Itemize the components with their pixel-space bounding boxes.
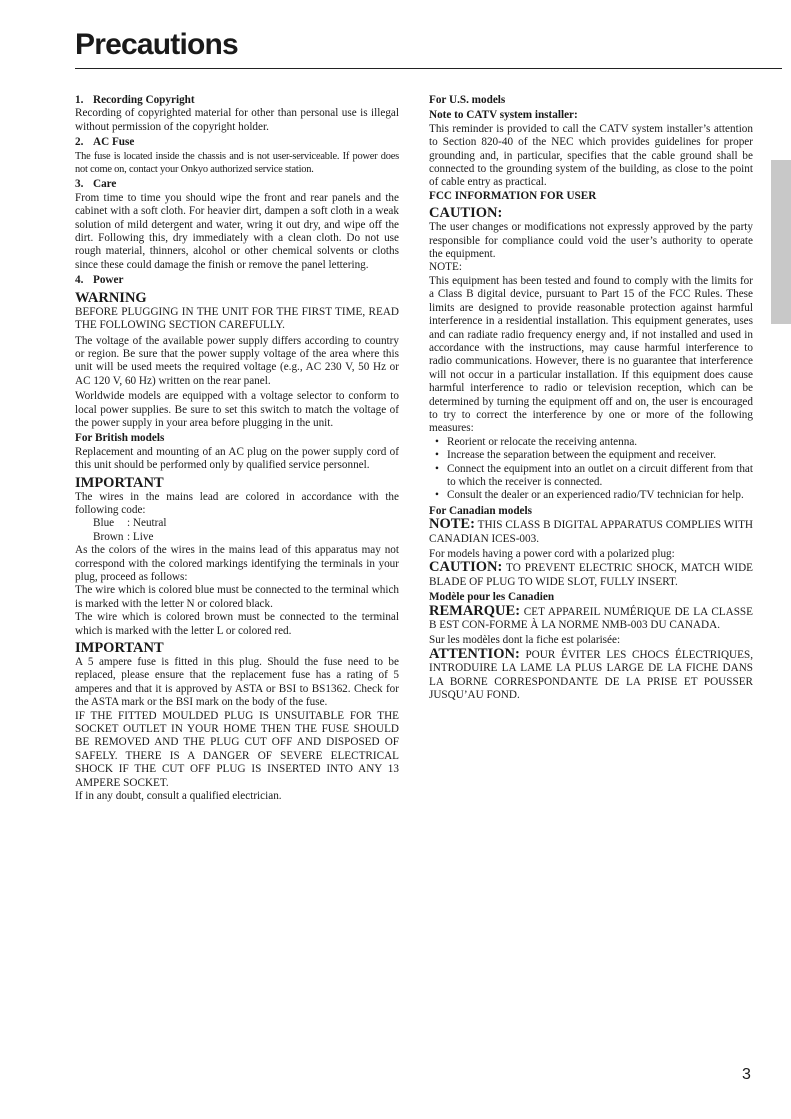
paragraph: BEFORE PLUGGING IN THE UNIT FOR THE FIRST TIME, READ THE FOLLOWING SECTION CAREFULLY. <box>75 305 399 332</box>
paragraph: As the colors of the wires in the mains lead of this apparatus may not correspond with the colored markings identifying the terminals in your plug, proceed as follows: <box>75 544 399 583</box>
list-item: • Reorient or relocate the receiving antenna. <box>447 436 753 449</box>
paragraph: The wires in the mains lead are colored in accordance with the following code: <box>75 490 399 516</box>
section-title: Recording Copyright <box>93 94 195 106</box>
section-title: Care <box>93 178 117 191</box>
paragraph: The user changes or modifications not expressly approved by the party responsible for compliance could void the user’s authority to operate the equipment. <box>429 221 753 261</box>
section-number: 1. <box>75 94 84 106</box>
section-number: 4. <box>75 274 84 287</box>
subheading: Note to CATV system installer: <box>429 109 578 122</box>
section-tab <box>771 160 791 324</box>
paragraph: Worldwide models are equipped with a voltage selector to conform to local power supplies. Be sure to set this switch to match the voltage of the power supply in your area before plugging in the unit. <box>75 390 399 429</box>
wire-color: Blue <box>93 517 115 530</box>
list-item: • Consult the dealer or an experienced radio/TV technician for help. <box>447 489 753 502</box>
list-item: • Connect the equipment into an outlet on a circuit different from that to which the receiver is connected. <box>447 463 753 490</box>
warning-heading: WARNING <box>75 289 147 306</box>
wire-meaning: : Neutral <box>127 517 167 530</box>
list-item: • Increase the separation between the equipment and receiver. <box>447 449 753 462</box>
note-text: THIS CLASS B DIGITAL APPARATUS COMPLIES WITH CANADIAN ICES-003. <box>429 519 753 545</box>
subheading: Modèle pour les Canadien <box>429 591 555 604</box>
paragraph: This equipment has been tested and found to comply with the limits for a Class B digital device, pursuant to Part 15 of the FCC Rules. These limits are designed to provide reasonable protection against harmful interference in a residential installation. This equipment generates, uses and can radiate radio frequency energy and, if not installed and used in accordance with the instructions, may cause harmful interference to radio communications. However, there is no guarantee that interference will not occur in a particular installation. If this equipment does cause harmful interference to radio or television reception, which can be determined by turning the equipment off and on, the user is encouraged to try to correct the interference by one or more of the following measures: <box>429 274 753 435</box>
section-number: 2. <box>75 136 84 149</box>
paragraph: If in any doubt, consult a qualified electrician. <box>75 790 282 803</box>
wire-meaning: : Live <box>127 530 154 543</box>
note-label: NOTE: <box>429 516 475 533</box>
paragraph: Replacement and mounting of an AC plug on the power supply cord of this unit should be performed only by qualified service personnel. <box>75 445 399 472</box>
caution-text: TO PREVENT ELECTRIC SHOCK, MATCH WIDE BLADE OF PLUG TO WIDE SLOT, FULLY INSERT. <box>429 562 753 588</box>
section-number: 3. <box>75 178 84 191</box>
section-title: Power <box>93 274 124 287</box>
subheading: For British models <box>75 432 165 445</box>
title-rule <box>75 68 782 69</box>
paragraph: The wire which is colored brown must be connected to the terminal which is marked with the letter L or colored red. <box>75 611 399 637</box>
subheading: For Canadian models <box>429 504 532 517</box>
attention-label: ATTENTION: <box>429 645 520 662</box>
section-title: AC Fuse <box>93 136 135 149</box>
paragraph: A 5 ampere fuse is fitted in this plug. Should the fuse need to be replaced, please ensure that the replacement fuse has a rating of 5 amperes and that it is approved by ASTA or BSI to BS1362. Check for the ASTA mark or the BSI mark on the body of the fuse. <box>75 656 399 709</box>
remarque-label: REMARQUE: <box>429 602 521 619</box>
section-heading <box>75 274 399 287</box>
paragraph: For models having a power cord with a polarized plug: <box>429 548 675 560</box>
paragraph: Recording of copyrighted material for other than personal use is illegal without permission of the copyright holder. <box>75 107 399 133</box>
paragraph: IF THE FITTED MOULDED PLUG IS UNSUITABLE FOR THE SOCKET OUTLET IN YOUR HOME THEN THE FUSE SHOULD BE REMOVED AND THE PLUG CUT OFF AND DISPOSED OF SAFELY. THERE IS A DANGER OF SEVERE ELECTRICAL SHOCK IF THE CUT OFF PLUG IS INSERTED INTO ANY 13 AMPERE SOCKET. <box>75 709 399 789</box>
important-heading: IMPORTANT <box>75 640 164 657</box>
paragraph: The fuse is located inside the chassis and is not user-serviceable. If power does not come on, contact your Onkyo authorized service station. <box>75 150 399 176</box>
attention-text: POUR ÉVITER LES CHOCS ÉLECTRIQUES, INTRODUIRE LA LAME LA PLUS LARGE DE LA FICHE DANS LA BORNE CORRESPONDANTE DE LA PRISE ET POUSSER JUSQU’AU FOND. <box>429 648 753 702</box>
right-column <box>429 94 753 702</box>
paragraph: Sur les modèles dont la fiche est polarisée: <box>429 634 621 647</box>
section-heading <box>75 94 399 107</box>
paragraph: The voltage of the available power supply differs according to country or region. Be sure that the power supply voltage of the area where this unit will be used meets the required voltage (e.g., AC 230 V, 50 Hz or AC 120 V, 60 Hz) written on the rear panel. <box>75 334 399 387</box>
page-title: Precautions <box>75 28 238 61</box>
paragraph: The wire which is colored blue must be connected to the terminal which is marked with the letter N or colored black. <box>75 584 399 610</box>
wire-code-row <box>75 517 399 530</box>
paragraph: From time to time you should wipe the front and rear panels and the cabinet with a soft cloth. For heavier dirt, dampen a soft cloth in a weak solution of mild detergent and water, wring it out dry, and wipe off the dirt. Following this, dry immediately with a clean cloth. Do not use rough material, thinners, alcohol or other chemical solvents or cloths since these could damage the finish or remove the panel lettering. <box>75 191 399 271</box>
wire-code-row <box>75 531 399 544</box>
measures-list <box>429 436 753 503</box>
remarque-text: CET APPAREIL NUMÉRIQUE DE LA CLASSE B EST CON-FORME À LA NORME NMB-003 DU CANADA. <box>429 605 753 632</box>
section-heading <box>75 136 399 149</box>
wire-color: Brown <box>93 530 124 543</box>
paragraph <box>429 645 753 703</box>
important-heading: IMPORTANT <box>75 474 164 491</box>
paragraph <box>429 602 753 633</box>
caution-label: CAUTION: <box>429 559 503 576</box>
left-column <box>75 94 399 804</box>
paragraph: This reminder is provided to call the CATV system installer’s attention to Section 820-40 of the NEC which provides guidelines for proper grounding and, in particular, specifies that the cable ground shall be connected to the grounding system of the building, as close to the point of cable entry as practical. <box>429 122 753 189</box>
caution-heading: CAUTION: <box>429 205 503 222</box>
subheading: FCC INFORMATION FOR USER <box>429 189 597 202</box>
note-label: NOTE: <box>429 261 462 274</box>
page-number: 3 <box>742 1066 751 1083</box>
paragraph <box>429 518 753 546</box>
subheading: For U.S. models <box>429 94 506 106</box>
section-heading <box>75 178 399 191</box>
paragraph <box>429 561 753 589</box>
